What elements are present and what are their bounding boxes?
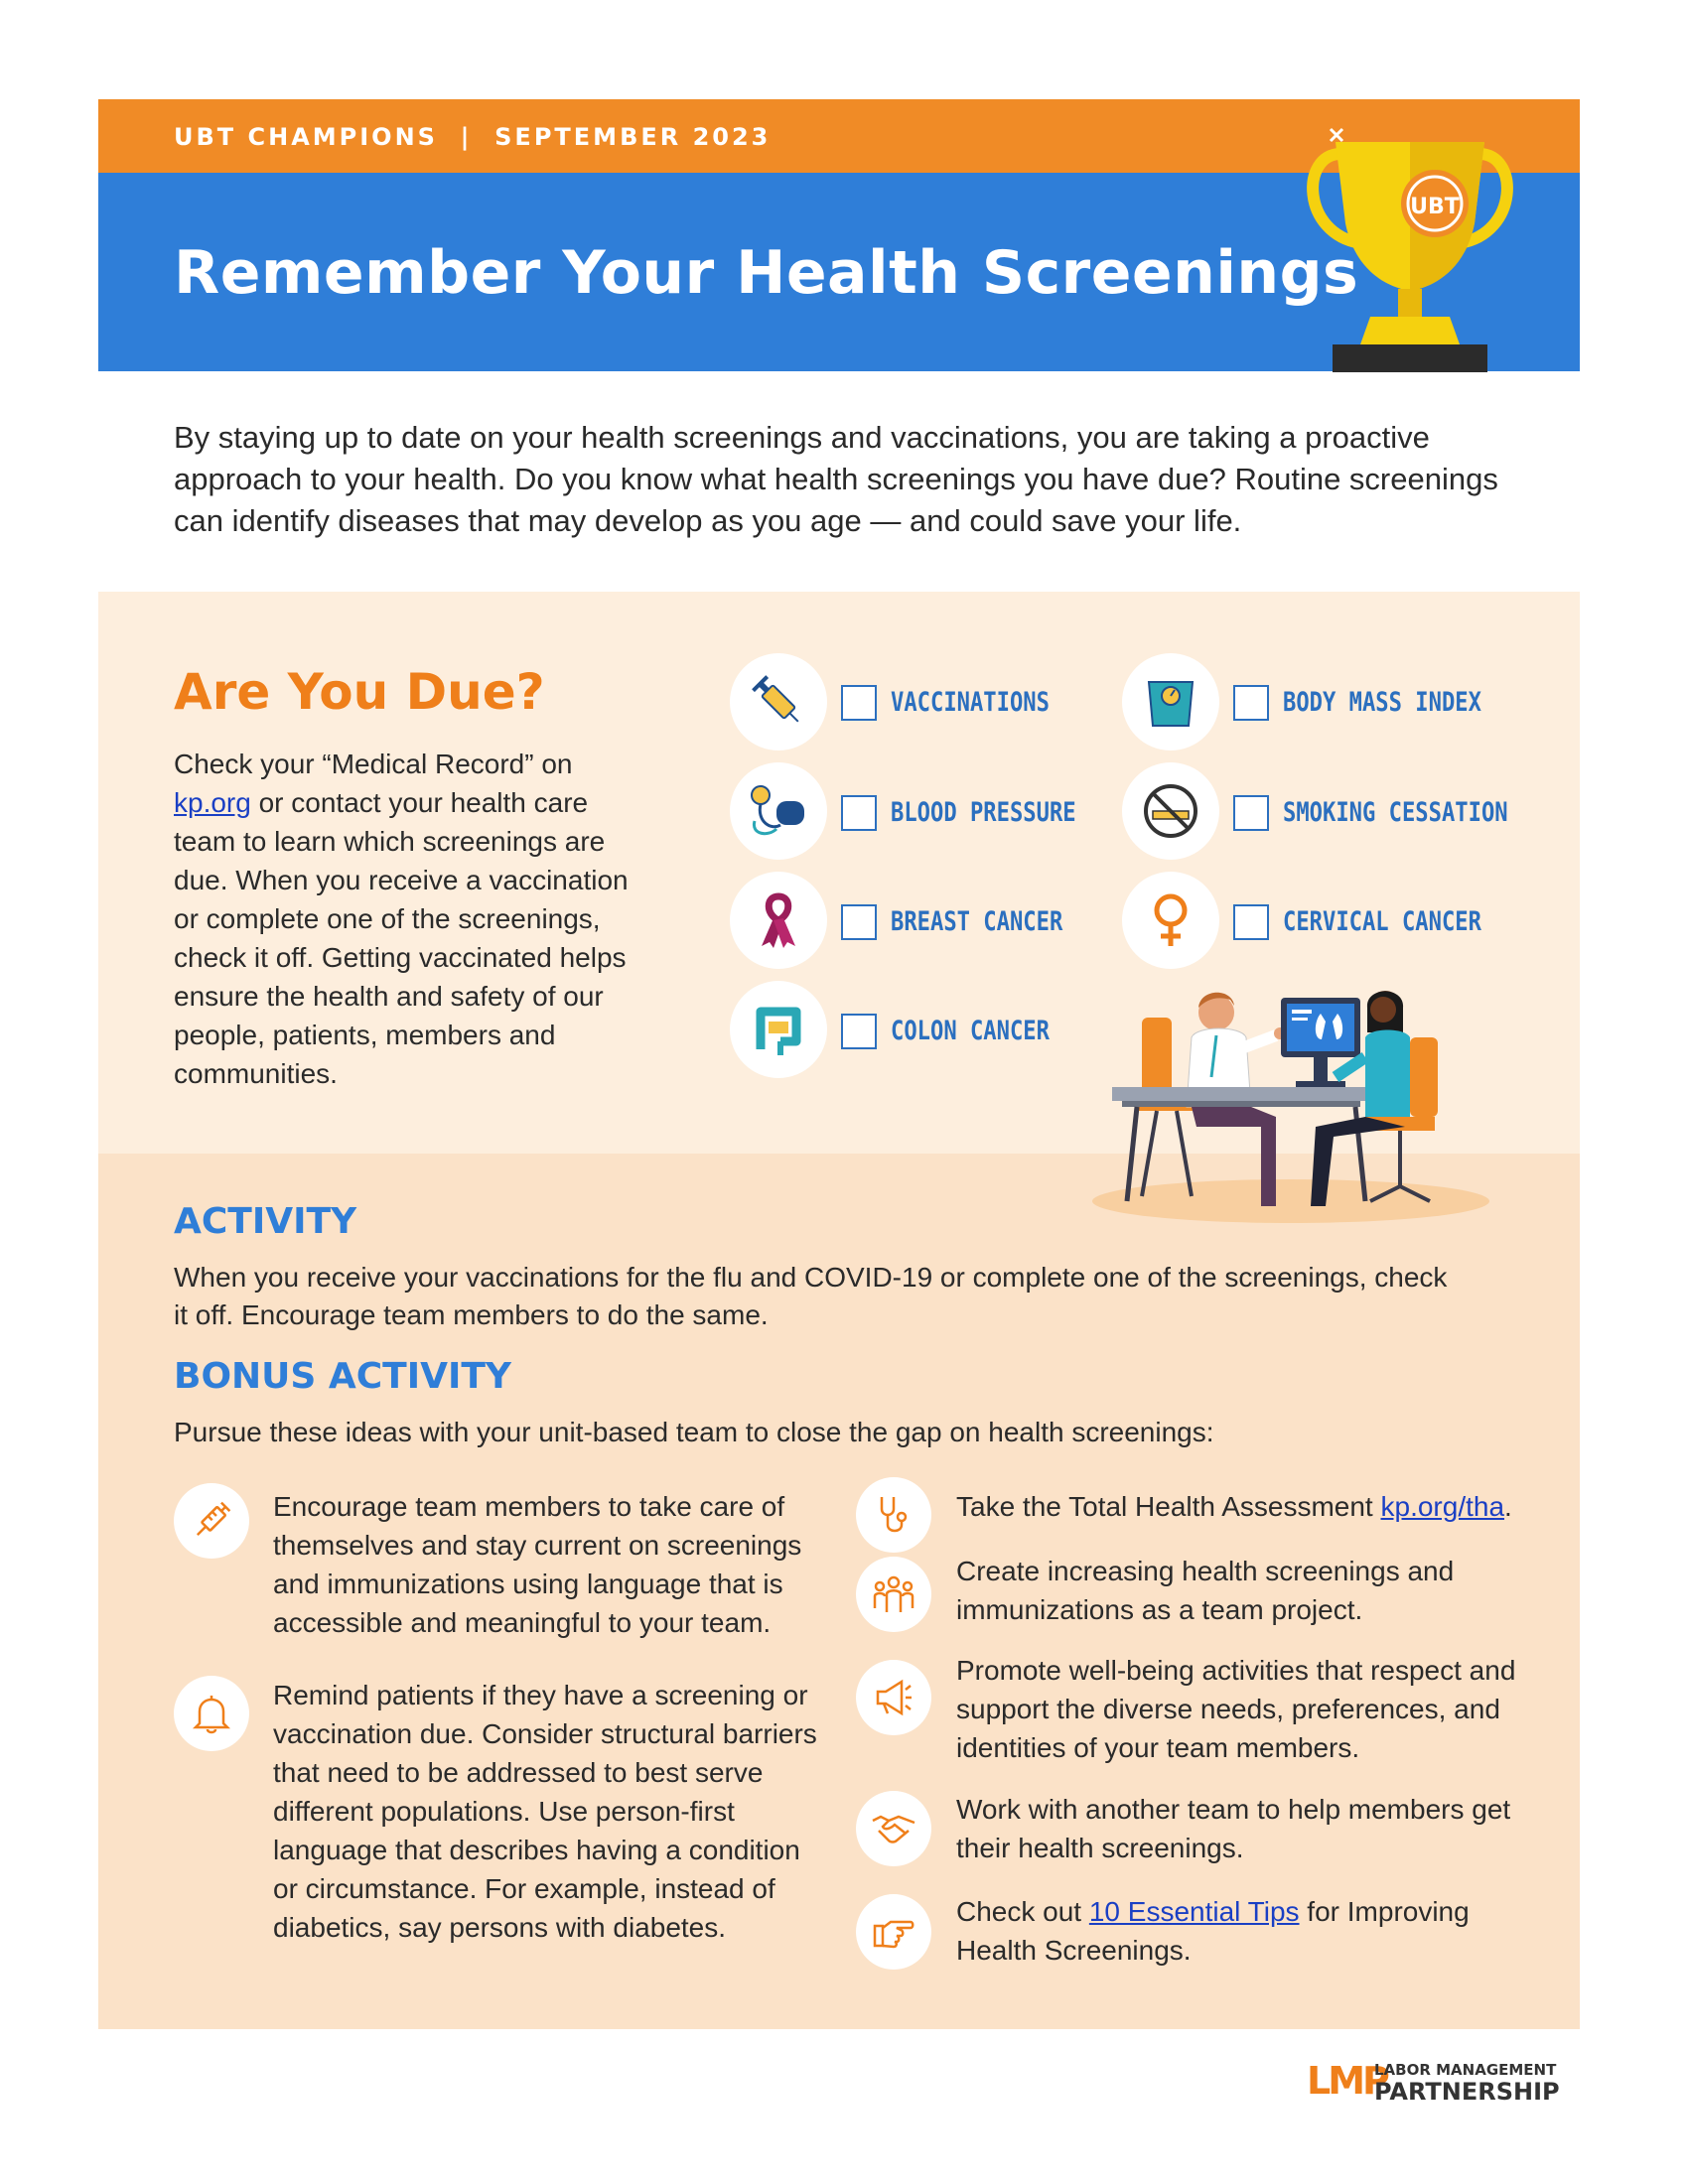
bonus-activity-intro: Pursue these ideas with your unit-based team to close the gap on health screenings: [174, 1417, 1214, 1447]
syringe-icon [190, 1499, 233, 1543]
cervical-cancer-checkbox[interactable] [1233, 904, 1269, 940]
page-title: Remember Your Health Screenings [174, 238, 1359, 308]
activity-text: When you receive your vaccinations for the flu and COVID-19 or complete one of the screenings, check it off. Encourage team members to do the same. [174, 1262, 1448, 1330]
handshake-icon [871, 1807, 916, 1850]
smoking-cessation-label: SMOKING CESSATION [1283, 797, 1508, 828]
bonus-project-text: Create increasing health screenings and immunizations as a team project. [956, 1556, 1455, 1625]
colon-icon [751, 1000, 806, 1059]
bonus-item-2-circle [174, 1676, 249, 1751]
bonus-item-1-circle [174, 1483, 249, 1559]
vaccinations-checkbox[interactable] [841, 685, 877, 721]
bonus-promote-circle [856, 1660, 931, 1735]
scale-icon [1141, 672, 1200, 732]
cervical-cancer-label: CERVICAL CANCER [1283, 906, 1481, 937]
colon-cancer-circle [730, 981, 827, 1078]
doctor-patient-illustration [1067, 978, 1514, 1226]
blood-pressure-icon [747, 781, 810, 841]
lmp-logo-line2: PARTNERSHIP [1374, 2078, 1560, 2106]
activity-heading: ACTIVITY [174, 1201, 357, 1242]
female-symbol-icon [1146, 890, 1196, 950]
bonus-tha-circle [856, 1477, 931, 1553]
bonus-tips-text: Check out 10 Essential Tips for Improving Health Screenings. [956, 1896, 1470, 1966]
bmi-circle [1122, 653, 1219, 751]
intro-paragraph: By staying up to date on your health screenings and vaccinations, you are taking a proactive approach to your health. Do you know what health screenings you have due? Routine screenings can identify diseases that may develop as you age — and could save your life. [174, 420, 1498, 538]
no-smoking-icon [1141, 781, 1200, 841]
syringe-icon [749, 672, 808, 732]
team-icon [871, 1572, 916, 1616]
blood-pressure-label: BLOOD PRESSURE [891, 797, 1076, 828]
breast-cancer-circle [730, 872, 827, 969]
breast-cancer-checkbox[interactable] [841, 904, 877, 940]
breast-cancer-label: BREAST CANCER [891, 906, 1063, 937]
essential-tips-link[interactable]: 10 Essential Tips [1088, 1896, 1300, 1927]
bonus-item-1-text: Encourage team members to take care of themselves and stay current on screenings and immunizations using language that is accessible and meaningful to your team. [273, 1491, 802, 1638]
trophy-label: UBT [1410, 195, 1460, 219]
lmp-logo-line1: LABOR MANAGEMENT [1374, 2061, 1557, 2079]
bmi-label: BODY MASS INDEX [1283, 687, 1481, 718]
vaccinations-circle [730, 653, 827, 751]
colon-cancer-checkbox[interactable] [841, 1014, 877, 1049]
bonus-promote-text: Promote well-being activities that respect and support the diverse needs, preferences, and identities of your team members. [956, 1655, 1516, 1763]
blood-pressure-checkbox[interactable] [841, 795, 877, 831]
kp-org-link[interactable]: kp.org [174, 787, 251, 818]
bonus-work-text: Work with another team to help members get their health screenings. [956, 1794, 1511, 1863]
bmi-checkbox[interactable] [1233, 685, 1269, 721]
blood-pressure-circle [730, 762, 827, 860]
megaphone-icon [872, 1676, 915, 1719]
pointing-hand-icon [871, 1910, 916, 1954]
smoking-cessation-circle [1122, 762, 1219, 860]
colon-cancer-label: COLON CANCER [891, 1016, 1050, 1046]
vaccinations-label: VACCINATIONS [891, 687, 1050, 718]
are-you-due-heading: Are You Due? [174, 663, 545, 721]
kp-org-tha-link[interactable]: kp.org/tha [1380, 1491, 1505, 1522]
trophy-icon [1281, 114, 1539, 372]
smoking-cessation-checkbox[interactable] [1233, 795, 1269, 831]
bonus-tha-text: Take the Total Health Assessment kp.org/tha. [956, 1491, 1512, 1522]
lmp-logo [1307, 2059, 1581, 2107]
bell-icon [190, 1692, 233, 1735]
ribbon-icon [754, 890, 803, 950]
bonus-activity-heading: BONUS ACTIVITY [174, 1356, 511, 1397]
lmp-logo-mark: LMP [1307, 2059, 1387, 2103]
cervical-cancer-circle [1122, 872, 1219, 969]
stethoscope-icon [872, 1493, 915, 1537]
bonus-tips-circle [856, 1894, 931, 1970]
header-band-text: UBT CHAMPIONS | SEPTEMBER 2023 [174, 123, 772, 151]
bonus-project-circle [856, 1557, 931, 1632]
are-you-due-text: Check your “Medical Record” on kp.org or contact your health care team to learn which screenings are due. When you receive a vaccination or complete one of the screenings, check it off. Getting vaccinated helps ensure the health and safety of our people, patients, members and communities. [174, 749, 629, 1089]
bonus-item-2-text: Remind patients if they have a screening or vaccination due. Consider structural barriers that need to be addressed to best serve different populations. Use person-first language that describes having a condition or circumstance. For example, instead of diabetics, say persons with diabetes. [273, 1680, 817, 1943]
bonus-work-circle [856, 1791, 931, 1866]
